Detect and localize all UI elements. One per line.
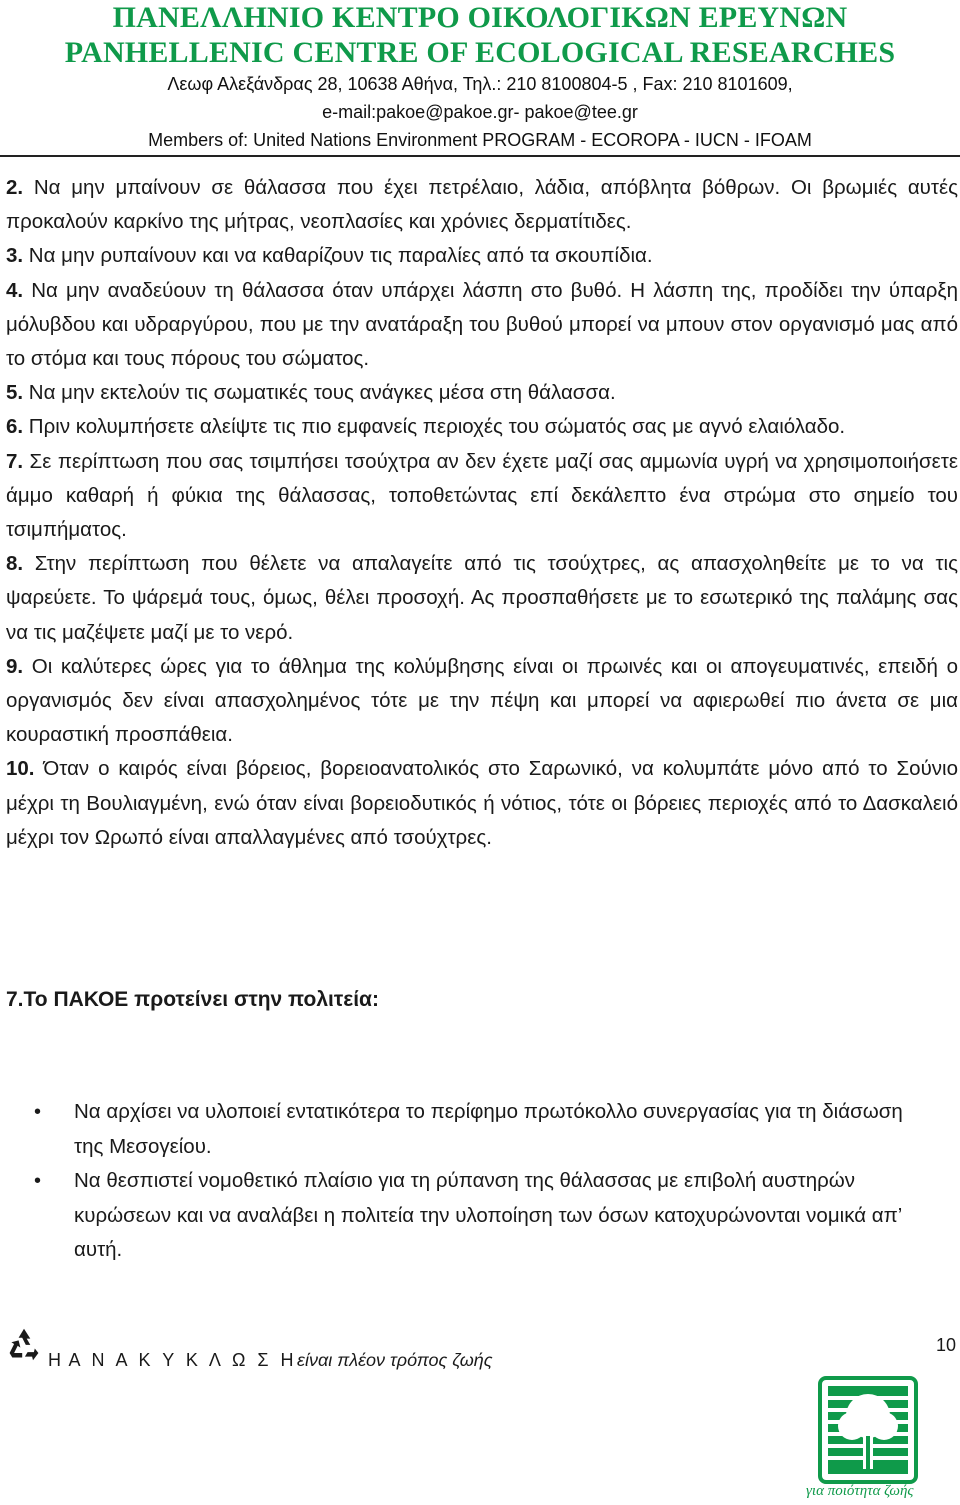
advice-number: 8. xyxy=(6,552,24,576)
advice-number: 9. xyxy=(6,654,24,678)
advice-number: 6. xyxy=(6,415,24,439)
advice-text: Να μην μπαίνουν σε θάλασσα που έχει πετρέλαιο, λάδια, απόβλητα βόθρων. Οι βρωμιές αυτές προκαλούν καρκίνο της μήτρας, νεοπλασίες και χρόνιες δερματίτιδες. xyxy=(6,176,958,234)
org-title-greek: ΠΑΝΕΛΛΗΝΙΟ ΚΕΝΤΡΟ ΟΙΚΟΛΟΓΙΚΩΝ ΕΡΕΥΝΩΝ xyxy=(112,1,848,34)
advice-item xyxy=(6,376,958,410)
list-item-text: Να αρχίσει να υλοποιεί εντατικότερα το περίφημο πρωτόκολλο συνεργασίας για τη διάσωση της Μεσογείου. xyxy=(74,1100,903,1158)
motto-tagline: είναι πλέον τρόπος ζωής xyxy=(297,1350,493,1370)
advice-number: 2. xyxy=(6,176,24,199)
pakoe-tree-logo xyxy=(818,1376,918,1484)
advice-number: 3. xyxy=(6,244,24,268)
advice-item xyxy=(6,650,958,753)
advice-text: Να μην εκτελούν τις σωματικές τους ανάγκες μέσα στη θάλασσα. xyxy=(23,381,616,405)
advice-item xyxy=(6,171,958,239)
bullet-icon: • xyxy=(34,1170,42,1193)
footer-motto xyxy=(48,1350,493,1371)
advice-text: Να μην αναδεύουν τη θάλασσα όταν υπάρχει λάσπη στο βυθό. Η λάσπη της, προδίδει την ύπαρξη μόλυβδου και υδραργύρου, που με την ανατάραξη του βυθού μπορεί να μπουν στον οργανισμό μας από το στόμα και τους πόρους του σώματος. xyxy=(6,278,958,371)
advice-item xyxy=(6,239,958,273)
advice-item xyxy=(6,547,958,650)
proposal-heading: 7.Το ΠΑΚΟΕ προτείνει στην πολιτεία: xyxy=(6,988,379,1011)
advice-item xyxy=(6,410,958,444)
letterhead xyxy=(0,0,960,154)
bullet-icon: • xyxy=(34,1101,42,1123)
list-item-text: Να θεσπιστεί νομοθετικό πλαίσιο για τη ρύπανση της θάλασσας με επιβολή αυστηρών κυρώσεων και να αναλάβει η πολιτεία την υλοποίηση των όσων κατοχυρώνονται νομικά απ’ αυτή. xyxy=(74,1169,902,1262)
proposal-list xyxy=(30,1095,935,1268)
advice-text: Πριν κολυμπήσετε αλείψτε τις πιο εμφανείς περιοχές του σώματός σας με αγνό ελαιόλαδο. xyxy=(23,415,846,439)
advice-text: Να μην ρυπαίνουν και να καθαρίζουν τις παραλίες από τα σκουπίδια. xyxy=(23,244,653,268)
advice-list xyxy=(6,171,958,855)
advice-item xyxy=(6,274,958,377)
list-item xyxy=(30,1164,935,1268)
advice-text: Όταν ο καιρός είναι βόρειος, βορειοανατολικός στο Σαρωνικό, να κολυμπάτε μόνο από το Σούνιο μέχρι τη Βουλιαγμένη, ενώ όταν είναι βορειοδυτικός ή νότιος, τότε οι βόρειες περιοχές από το Δασκαλειό μέχρι τον Ωρωπό είναι απαλλαγμένες από τσούχτρες. xyxy=(6,757,958,849)
motto-recycling: Α Ν Α Κ Υ Κ Λ Ω Σ Η xyxy=(61,1350,298,1370)
logo-caption: για ποιότητα ζωής xyxy=(806,1483,914,1499)
advice-number: 4. xyxy=(6,278,24,302)
org-memberships: Members of: United Nations Environment PROGRAM - ECOROPA - IUCN - IFOAM xyxy=(148,130,812,150)
header-divider xyxy=(0,155,960,157)
advice-item xyxy=(6,752,958,855)
advice-number: 10. xyxy=(6,757,35,781)
advice-number: 7. xyxy=(6,449,24,473)
org-title-english: PANHELLENIC CENTRE OF ECOLOGICAL RESEARCHES xyxy=(64,36,896,69)
advice-text: Οι καλύτερες ώρες για το άθλημα της κολύμβησης είναι οι πρωινές και οι απογευματινές, επειδή ο οργανισμός δεν είναι απασχολημένος τότε με την πέψη και μπορεί να αφιερωθεί πιο άνετα σε μια κουραστική προσπάθεια. xyxy=(6,654,958,747)
advice-number: 5. xyxy=(6,381,24,405)
org-email: e-mail:pakoe@pakoe.gr- pakoe@tee.gr xyxy=(322,102,638,122)
recycle-icon xyxy=(6,1326,42,1362)
list-item xyxy=(30,1095,935,1164)
org-address: Λεωφ Αλεξάνδρας 28, 10638 Αθήνα, Τηλ.: 210 8100804-5 , Fax: 210 8101609, xyxy=(167,74,793,94)
advice-text: Στην περίπτωση που θέλετε να απαλαγείτε από τις τσούχτρες, ας απασχοληθείτε με το να τις ψαρεύετε. Το ψάρεμά τους, όμως, θέλει προσοχή. Ας προσπαθήσετε με το εσωτερικό της παλάμης σας να τις μαζέψετε μαζί με το νερό. xyxy=(6,552,958,644)
advice-text: Σε περίπτωση που σας τσιμπήσει τσούχτρα αν δεν έχετε μαζί σας αμμωνία υγρή να χρησιμοποιήσετε άμμο καθαρή ή φύκια της θάλασσας, τοποθετώντας επί δεκάλεπτο ένα στρώμα στο σημείο του τσιμπήματος. xyxy=(6,449,958,542)
motto-prefix: Η xyxy=(48,1350,61,1370)
page-number: 10 xyxy=(936,1335,957,1355)
advice-item xyxy=(6,445,958,548)
